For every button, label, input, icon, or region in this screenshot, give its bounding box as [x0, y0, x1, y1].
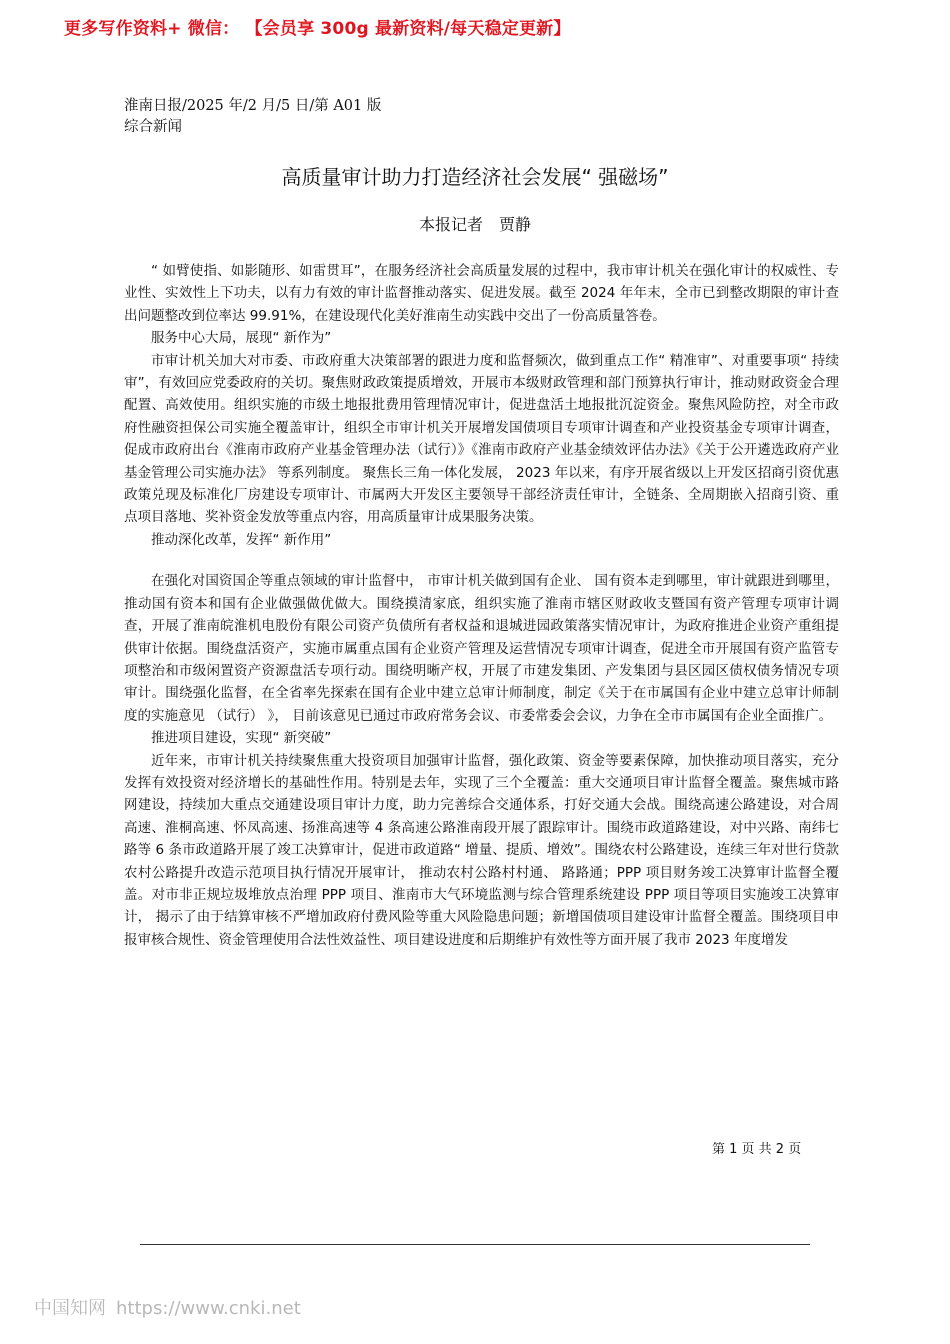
paragraph-gap: [124, 551, 839, 570]
paragraph: “ 如臂使指、如影随形、如雷贯耳”，在服务经济社会高质量发展的过程中，我市审计机关在强化审计的权威性、专业性、实效性上下功夫，以有力有效的审计监督推动落实、促进发展。截至 2024 年年末，全市已到整改期限的审计查出问题整改到位率达 99.91%，在建设现代化美好淮南生动实践中交出了一份高质量答卷。: [124, 263, 839, 324]
article-body: [124, 260, 839, 951]
footer-divider: [140, 1244, 810, 1245]
cnki-url: https://www.cnki.net: [116, 1298, 301, 1319]
page-indicator: 第 1 页 共 2 页: [712, 1142, 802, 1157]
promo-banner: 更多写作资料+ 微信： 【会员享 300g 最新资料/每天稳定更新】: [64, 19, 571, 39]
publication-source: 淮南日报/2025 年/2 月/5 日/第 A01 版综合新闻: [124, 98, 382, 135]
paragraph: 在强化对国资国企等重点领域的审计监督中， 市审计机关做到国有企业、 国有资本走到哪里，审计就跟进到哪里，推动国有资本和国有企业做强做优做大。围绕摸清家底，组织实施了淮南市辖区财政收支暨国有资产管理专项审计调查，开展了淮南皖淮机电股份有限公司资产负债所有者权益和退城进园政策落实情况审计，为政府推进企业资产重组提供审计依据。围绕盘活资产，实施市属重点国有企业资产管理及运营情况专项审计调查，促进全市开展国有资产监管专项整治和市级闲置资产资源盘活专项行动。围绕明晰产权，开展了市建发集团、产发集团与县区园区债权债务情况专项审计。围绕强化监督，在全省率先探索在国有企业中建立总审计师制度，制定《关于在市属国有企业中建立总审计师制度的实施意见 （试行） 》， 目前该意见已通过市政府常务会议、市委常委会会议，力争在全市市属国有企业全面推广。: [124, 573, 839, 724]
section-heading: 推动深化改革，发挥“ 新作用”: [151, 531, 332, 548]
paragraph: 市审计机关加大对市委、市政府重大决策部署的跟进力度和监督频次，做到重点工作“ 精准审”、对重要事项“ 持续审”，有效回应党委政府的关切。聚焦财政政策提质增效，开展市本级财政管理和部门预算执行审计，推动财政资金合理配置、高效使用。组织实施的市级土地报批费用管理情况审计，促进盘活土地报批沉淀资金。聚焦风险防控，对全市政府性融资担保公司实施全覆盖审计，组织全市审计机关开展增发国债项目专项审计调查和产业投资基金专项审计调查，促成市政府出台《淮南市政府产业基金管理办法（试行）》《淮南市政府产业基金绩效评估办法》《关于公开遴选政府产业基金管理公司实施办法》 等系列制度。 聚焦长三角一体化发展， 2023 年以来，有序开展省级以上开发区招商引资优惠政策兑现及标准化厂房建设专项审计、市属两大开发区主要领导干部经济责任审计，全链条、全周期嵌入招商引资、重点项目落地、奖补资金发放等重点内容，用高质量审计成果服务决策。: [124, 352, 839, 526]
cnki-logo-text: 中国知网: [34, 1298, 106, 1319]
cnki-watermark: [34, 1294, 301, 1320]
section-heading: 服务中心大局，展现“ 新作为”: [151, 330, 332, 347]
article-title: 高质量审计助力打造经济社会发展“ 强磁场”: [281, 165, 669, 189]
article-byline: 本报记者 贾静: [418, 215, 531, 234]
section-heading: 推进项目建设，实现“ 新突破”: [151, 730, 332, 747]
paragraph: 近年来，市审计机关持续聚焦重大投资项目加强审计监督，强化政策、资金等要素保障，加快推动项目落实，充分发挥有效投资对经济增长的基础性作用。特别是去年，实现了三个全覆盖：重大交通项目审计监督全覆盖。聚焦城市路网建设，持续加大重点交通建设项目审计力度，助力完善综合交通体系，打好交通大会战。围绕高速公路建设，对合周高速、淮桐高速、怀凤高速、扬淮高速等 4 条高速公路淮南段开展了跟踪审计。围绕市政道路建设，对中兴路、南纬七路等 6 条市政道路开展了竣工决算审计，促进市政道路“ 增量、提质、增效”。围绕农村公路建设，连续三年对世行贷款农村公路提升改造示范项目执行情况开展审计， 推动农村公路村村通、 路路通；PPP 项目财务竣工决算审计监督全覆盖。对市非正规垃圾堆放点治理 PPP 项目、淮南市大气环境监测与综合管理系统建设 PPP 项目等项目实施竣工决算审计， 揭示了由于结算审核不严增加政府付费风险等重大风险隐患问题；新增国债项目建设审计监督全覆盖。围绕项目申报审核合规性、资金管理使用合法性效益性、项目建设进度和后期维护有效性等方面开展了我市 2023 年度增发: [124, 752, 839, 948]
